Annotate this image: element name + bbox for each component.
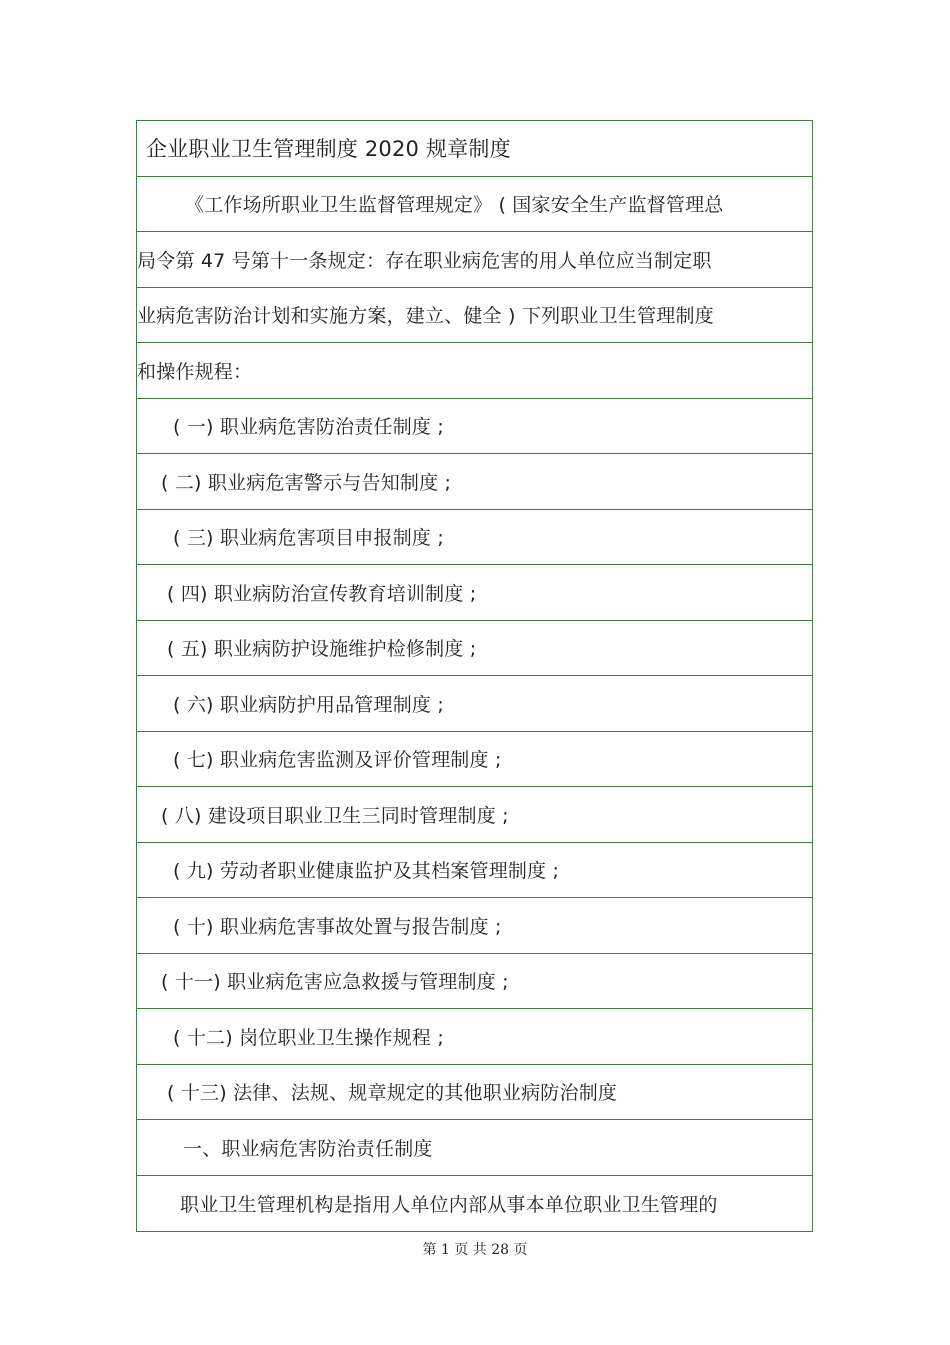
paragraph-line: 局令第 47 号第十一条规定：存在职业病危害的用人单位应当制定职 — [137, 249, 712, 272]
list-item — [137, 1065, 812, 1121]
section-heading-row — [137, 1120, 812, 1176]
list-item-text: ( 十三) 法律、法规、规章规定的其他职业病防治制度 — [167, 1082, 618, 1105]
document-title: 企业职业卫生管理制度 2020 规章制度 — [146, 137, 511, 162]
list-item-text: ( 六) 职业病防护用品管理制度 ; — [173, 693, 444, 716]
paragraph-line: 和操作规程： — [137, 360, 253, 383]
paragraph-line: 《工作场所职业卫生监督管理规定》 ( 国家安全生产监督管理总 — [185, 194, 724, 217]
paragraph-line: 业病危害防治计划和实施方案，建立、健全 ) 下列职业卫生管理制度 — [137, 305, 714, 328]
list-item — [137, 510, 812, 566]
list-item-text: ( 二) 职业病危害警示与告知制度 ; — [161, 471, 452, 494]
document-table — [136, 120, 813, 1232]
list-item — [137, 843, 812, 899]
document-title-row — [137, 121, 812, 177]
text-line — [137, 343, 812, 399]
list-item — [137, 454, 812, 510]
list-item — [137, 565, 812, 621]
list-item — [137, 676, 812, 732]
page-footer: 第 1 页 共 28 页 — [422, 1242, 528, 1258]
text-line — [137, 1176, 812, 1232]
list-item — [137, 954, 812, 1010]
text-line — [137, 232, 812, 288]
list-item-text: ( 十二) 岗位职业卫生操作规程 ; — [173, 1026, 444, 1049]
list-item-text: ( 四) 职业病防治宣传教育培训制度 ; — [167, 582, 477, 605]
paragraph-line: 职业卫生管理机构是指用人单位内部从事本单位职业卫生管理的 — [180, 1193, 718, 1216]
list-item — [137, 399, 812, 455]
text-line — [137, 288, 812, 344]
list-item — [137, 732, 812, 788]
list-item-text: ( 十一) 职业病危害应急救援与管理制度 ; — [161, 971, 509, 994]
list-item — [137, 898, 812, 954]
list-item-text: ( 三) 职业病危害项目申报制度 ; — [173, 527, 444, 550]
list-item-text: ( 十) 职业病危害事故处置与报告制度 ; — [173, 915, 502, 938]
list-item — [137, 621, 812, 677]
list-item-text: ( 一) 职业病危害防治责任制度 ; — [173, 416, 444, 439]
list-item-text: ( 五) 职业病防护设施维护检修制度 ; — [167, 638, 477, 661]
list-item-text: ( 八) 建设项目职业卫生三同时管理制度 ; — [161, 804, 509, 827]
text-line — [137, 177, 812, 233]
list-item — [137, 1009, 812, 1065]
list-item — [137, 787, 812, 843]
list-item-text: ( 九) 劳动者职业健康监护及其档案管理制度 ; — [173, 860, 560, 883]
section-heading: 一、职业病危害防治责任制度 — [183, 1137, 433, 1160]
list-item-text: ( 七) 职业病危害监测及评价管理制度 ; — [173, 749, 502, 772]
